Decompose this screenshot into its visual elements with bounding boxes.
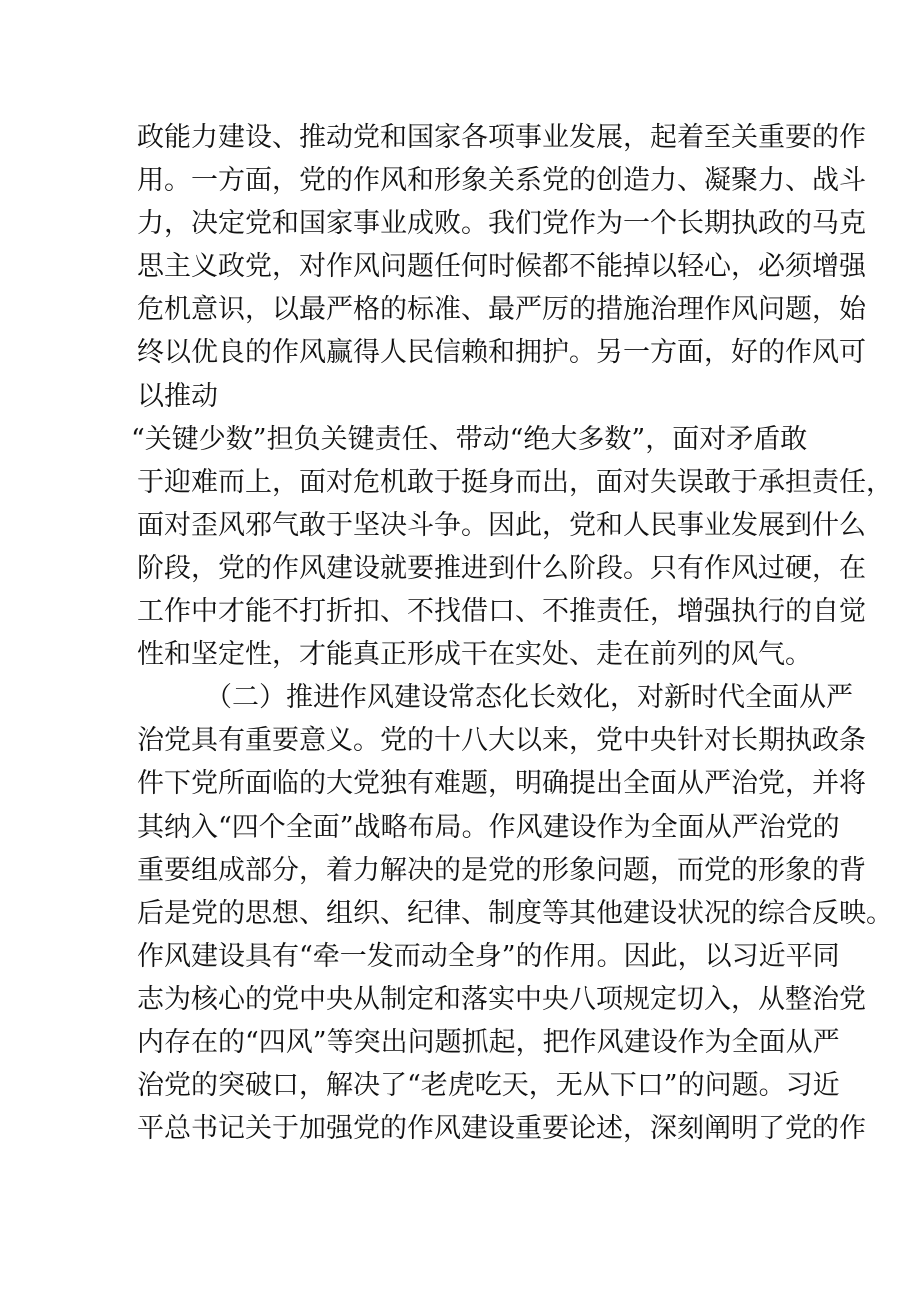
text-line: 于迎难而上，面对危机敢于挺身而出，面对失误敢于承担责任， xyxy=(137,466,893,498)
text-line: 政能力建设、推动党和国家各项事业发展，起着至关重要的作 xyxy=(137,122,866,153)
section-heading-line: （二）推进作风建设常态化长效化，对新时代全面从严 xyxy=(205,682,853,714)
text-line: 作风建设具有“牵一发而动全身”的作用。因此，以习近平同 xyxy=(137,940,840,972)
text-line: 用。一方面，党的作风和形象关系党的创造力、凝聚力、战斗 xyxy=(137,165,866,197)
text-line: 治党的突破口，解决了“老虎吃天，无从下口”的问题。习近 xyxy=(137,1070,840,1102)
text-line: 件下党所面临的大党独有难题，明确提出全面从严治党，并将 xyxy=(137,768,866,800)
text-line: 思主义政党，对作风问题任何时候都不能掉以轻心，必须增强 xyxy=(137,251,866,283)
text-line: 内存在的“四风”等突出问题抓起，把作风建设作为全面从严 xyxy=(137,1026,840,1058)
text-line: 终以优良的作风赢得人民信赖和拥护。另一方面，好的作风可 xyxy=(137,337,866,369)
text-line: 面对歪风邪气敢于坚决斗争。因此，党和人民事业发展到什么 xyxy=(137,509,866,541)
text-line: 其纳入“四个全面”战略布局。作风建设作为全面从严治党的 xyxy=(137,811,840,843)
text-line: 工作中才能不打折扣、不找借口、不推责任，增强执行的自觉 xyxy=(137,596,866,628)
text-line: 平总书记关于加强党的作风建设重要论述，深刻阐明了党的作 xyxy=(137,1113,866,1145)
text-line: “关键少数”担负关键责任、带动“绝大多数”，面对矛盾敢 xyxy=(131,423,808,455)
text-line: 性和坚定性，才能真正形成干在实处、走在前列的风气。 xyxy=(137,639,812,671)
text-line: 危机意识，以最严格的标准、最严厉的措施治理作风问题，始 xyxy=(137,294,866,326)
text-line: 治党具有重要意义。党的十八大以来，党中央针对长期执政条 xyxy=(137,725,866,757)
text-line: 阶段，党的作风建设就要推进到什么阶段。只有作风过硬，在 xyxy=(137,552,866,584)
text-line: 后是党的思想、组织、纪律、制度等其他建设状况的综合反映。 xyxy=(137,897,893,929)
text-line: 志为核心的党中央从制定和落实中央八项规定切入，从整治党 xyxy=(137,983,866,1015)
text-line: 力，决定党和国家事业成败。我们党作为一个长期执政的马克 xyxy=(137,208,866,240)
body-text xyxy=(131,116,893,1150)
text-line: 以推动 xyxy=(137,380,218,412)
text-line: 重要组成部分，着力解决的是党的形象问题，而党的形象的背 xyxy=(137,854,866,886)
